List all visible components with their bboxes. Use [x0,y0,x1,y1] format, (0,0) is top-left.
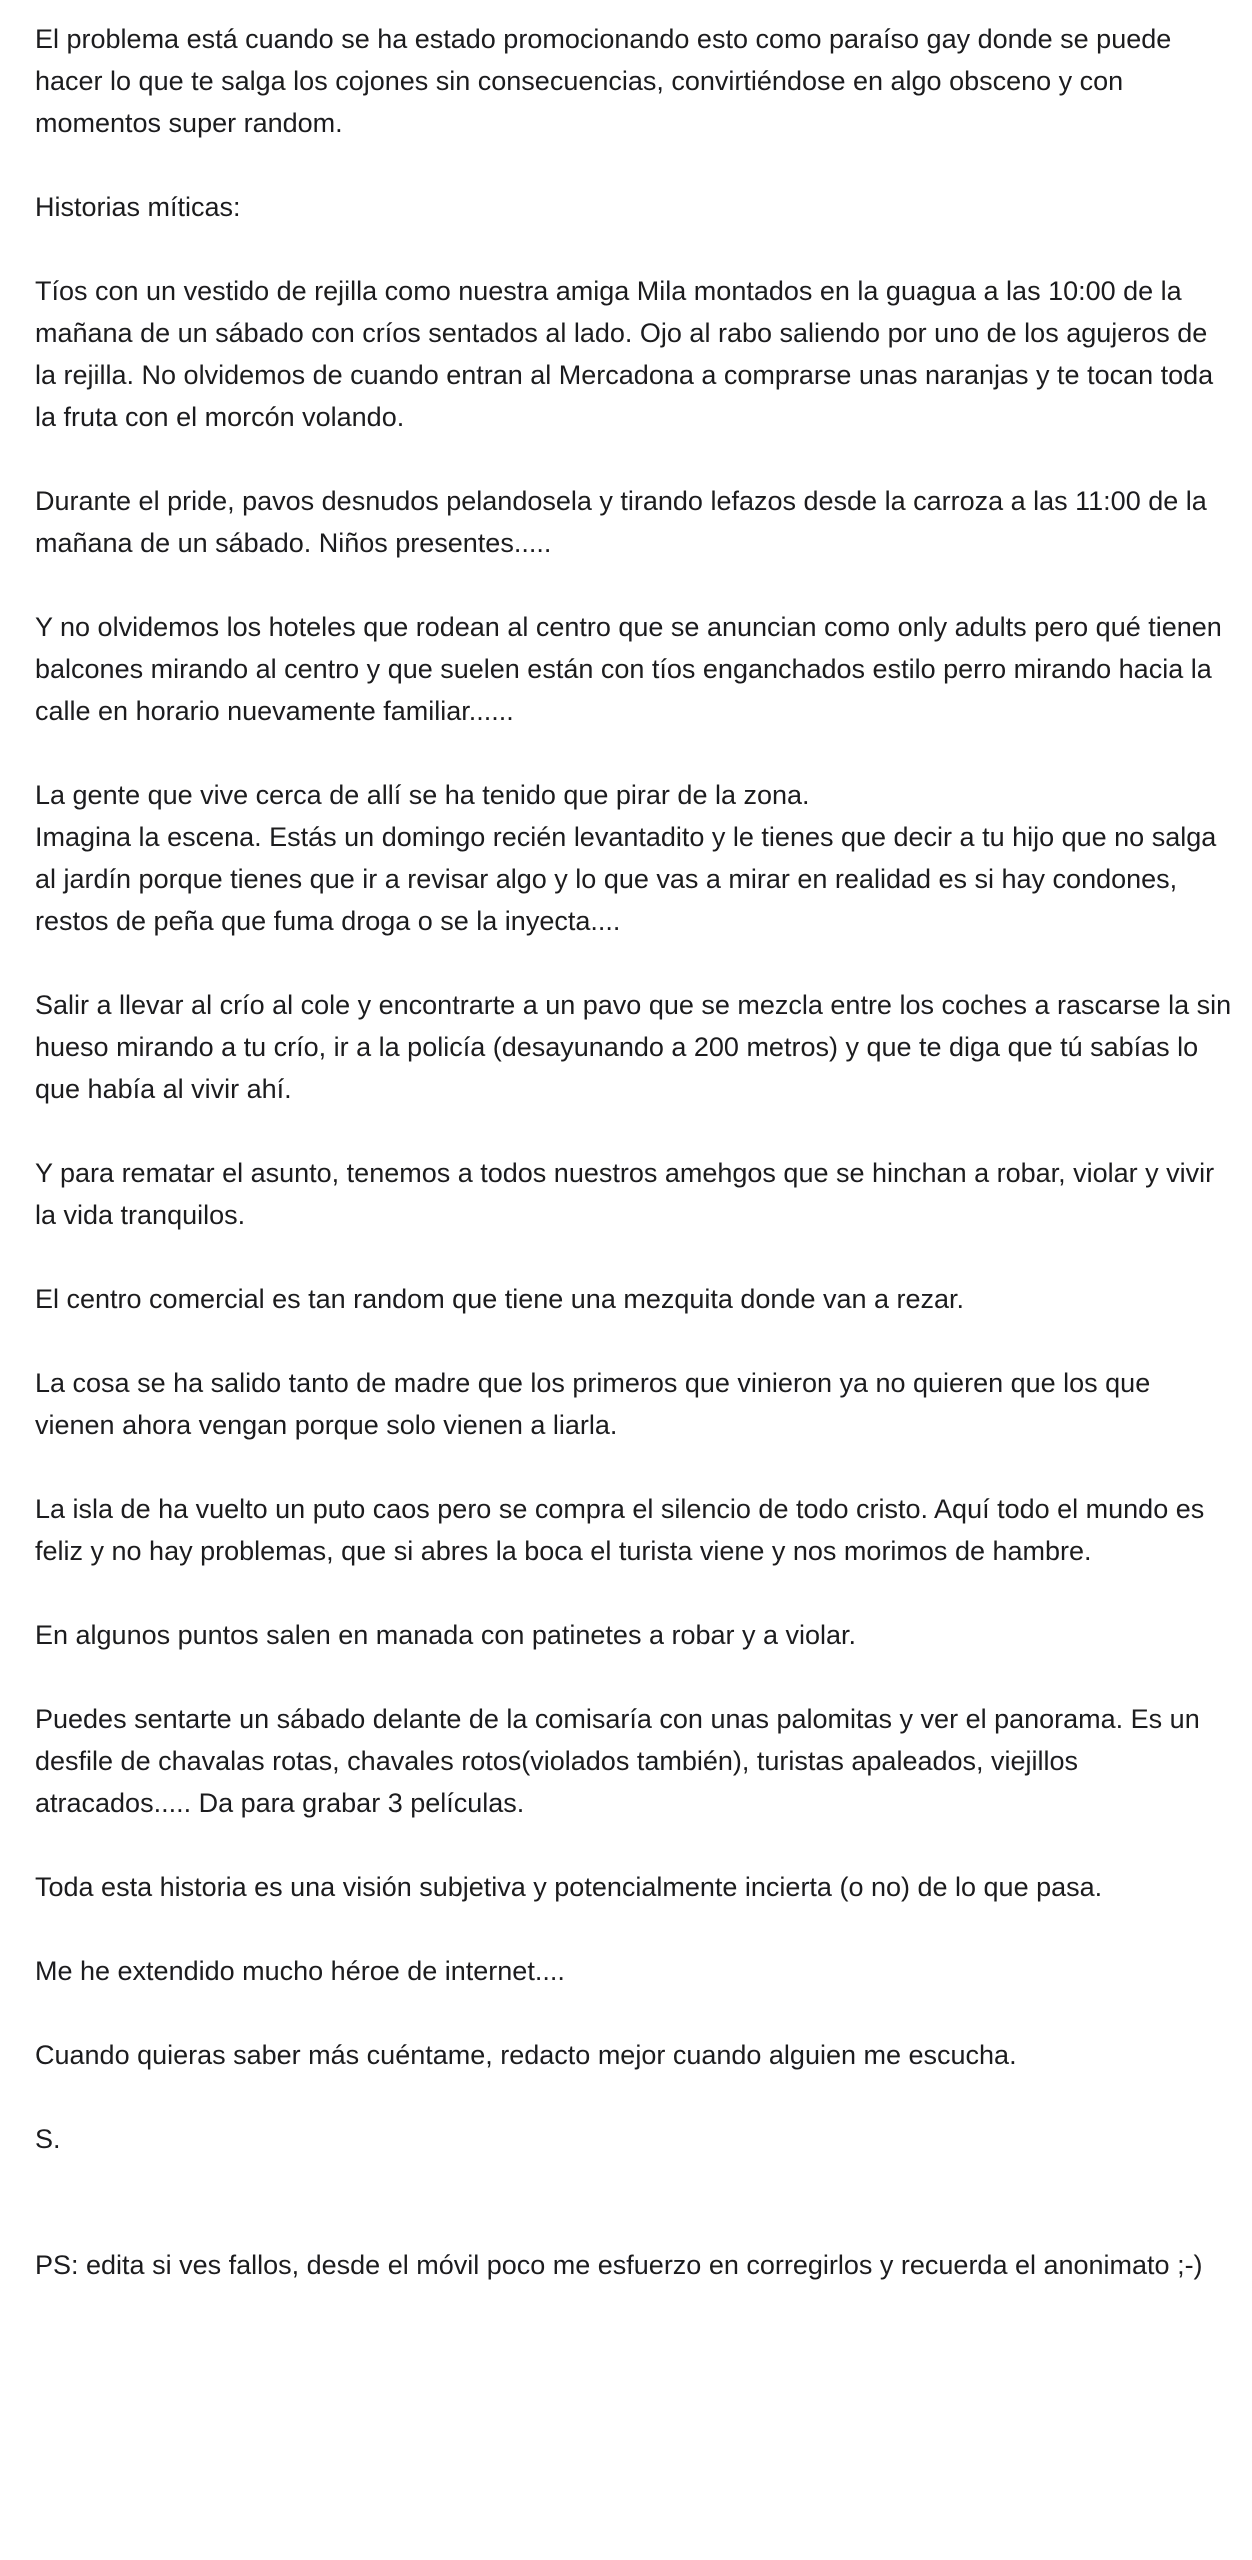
paragraph-7: Salir a llevar al crío al cole y encontrarte a un pavo que se mezcla entre los coches a rascarse la sin hueso mirando a tu crío, ir a la policía (desayunando a 200 metros) y que te diga que tú sabías lo que había al vivir ahí. [35,990,1232,1104]
paragraph-5: Y no olvidemos los hoteles que rodean al centro que se anuncian como only adults pero qué tienen balcones mirando al centro y que suelen están con tíos enganchados estilo perro mirando hacia la calle en horario nuevamente familiar...... [35,612,1222,726]
paragraph-15: Me he extendido mucho héroe de internet.... [35,1956,565,1986]
paragraph-2: Historias míticas: [35,192,241,222]
paragraph-12: En algunos puntos salen en manada con patinetes a robar y a violar. [35,1620,857,1650]
paragraph-6: La gente que vive cerca de allí se ha tenido que pirar de la zona. Imagina la escena. Estás un domingo recién levantadito y le tienes que decir a tu hijo que no salga al jardín porque tienes que ir a revisar algo y lo que vas a mirar en realidad es si hay condones, restos de peña que fuma droga o se la inyecta.... [35,780,1217,936]
message-body [35,18,1235,2328]
paragraph-16: Cuando quieras saber más cuéntame, redacto mejor cuando alguien me escucha. [35,2040,1017,2070]
postscript: PS: edita si ves fallos, desde el móvil poco me esfuerzo en corregirlos y recuerda el anonimato ;-) [35,2250,1203,2280]
paragraph-3: Tíos con un vestido de rejilla como nuestra amiga Mila montados en la guagua a las 10:00 de la mañana de un sábado con críos sentados al lado. Ojo al rabo saliendo por uno de los agujeros de la rejilla. No olvidemos de cuando entran al Mercadona a comprarse unas naranjas y te tocan toda la fruta con el morcón volando. [35,276,1214,432]
paragraph-8: Y para rematar el asunto, tenemos a todos nuestros amehgos que se hinchan a robar, violar y vivir la vida tranquilos. [35,1158,1215,1230]
paragraph-11: La isla de ha vuelto un puto caos pero se compra el silencio de todo cristo. Aquí todo el mundo es feliz y no hay problemas, que si abres la boca el turista viene y nos morimos de hambre. [35,1494,1205,1566]
paragraph-1: El problema está cuando se ha estado promocionando esto como paraíso gay donde se puede hacer lo que te salga los cojones sin consecuencias, convirtiéndose en algo obsceno y con momentos super random. [35,24,1172,138]
paragraph-13: Puedes sentarte un sábado delante de la comisaría con unas palomitas y ver el panorama. Es un desfile de chavalas rotas, chavales rotos(violados también), turistas apaleados, viejillos atracados..... Da para grabar 3 películas. [35,1704,1200,1818]
paragraph-4: Durante el pride, pavos desnudos pelandosela y tirando lefazos desde la carroza a las 11:00 de la mañana de un sábado. Niños presentes..... [35,486,1207,558]
paragraph-9: El centro comercial es tan random que tiene una mezquita donde van a rezar. [35,1284,965,1314]
signature: S. [35,2124,61,2154]
paragraph-14: Toda esta historia es una visión subjetiva y potencialmente incierta (o no) de lo que pasa. [35,1872,1103,1902]
paragraph-10: La cosa se ha salido tanto de madre que los primeros que vinieron ya no quieren que los que vienen ahora vengan porque solo vienen a liarla. [35,1368,1151,1440]
